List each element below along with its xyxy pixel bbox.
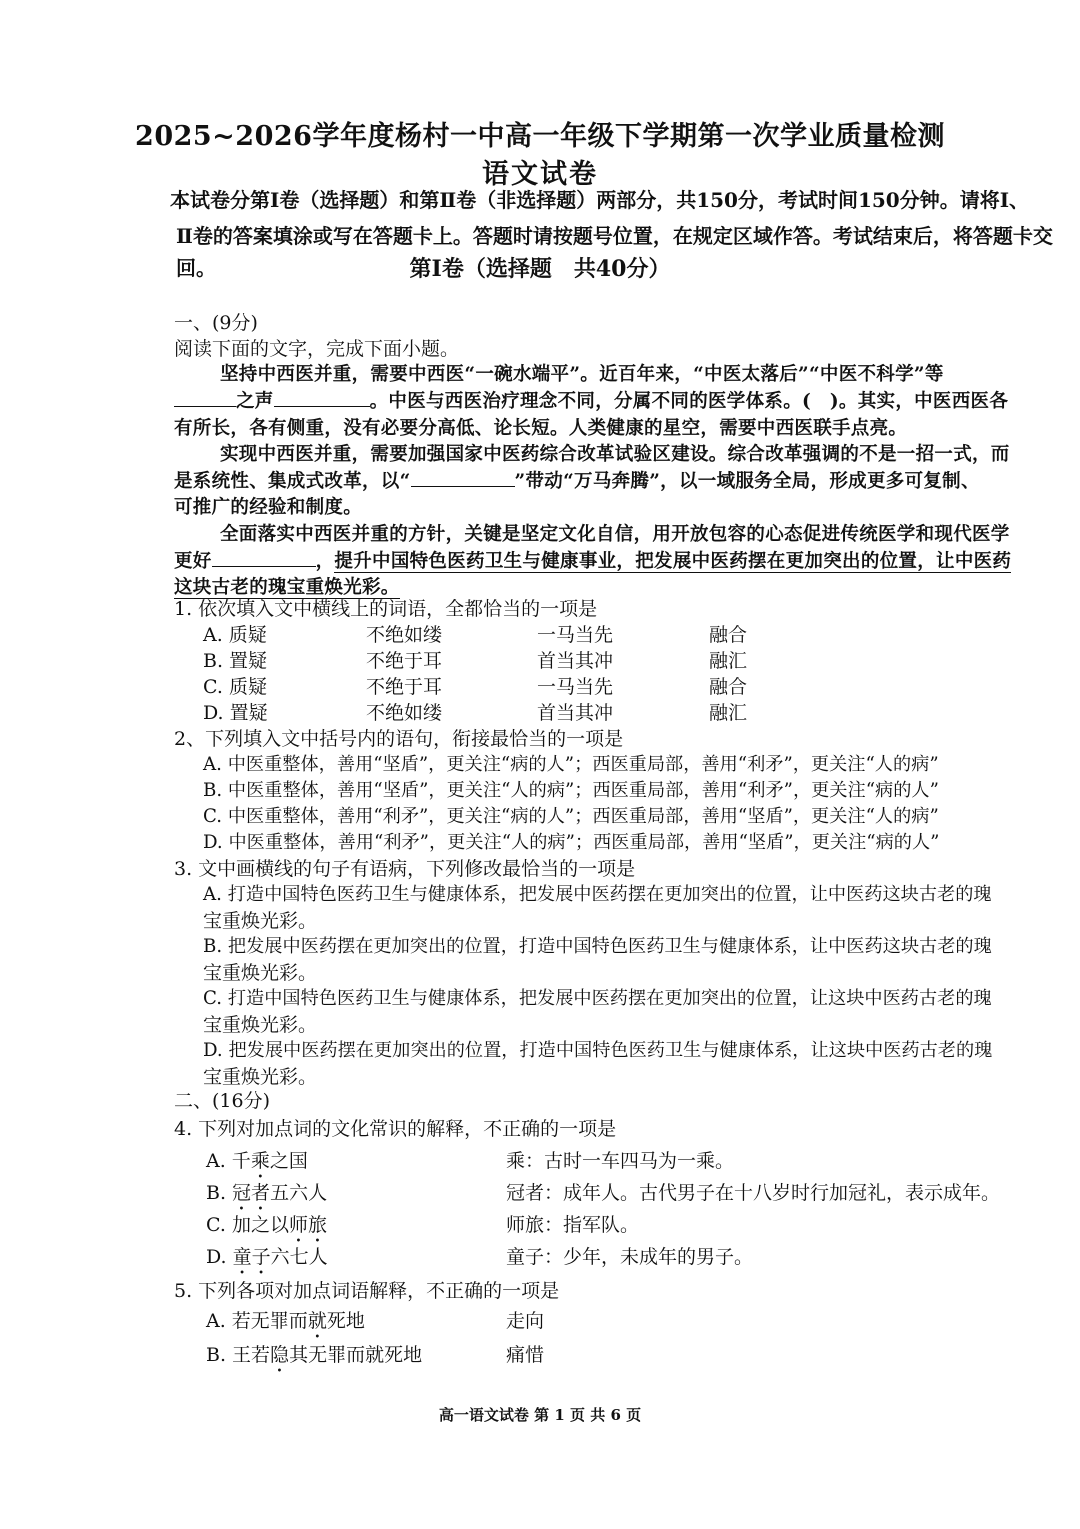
exam-subtitle: 语文试卷 xyxy=(482,159,598,190)
q4-a-dotted: 乘 xyxy=(250,1150,270,1172)
q1-b-col4: 融汇 xyxy=(709,650,748,672)
q4-c-dotted: 师旅 xyxy=(288,1214,327,1236)
intro-line-1: 本试卷分第Ⅰ卷（选择题）和第Ⅱ卷（非选择题）两部分，共150分，考试时间150分钟。请将Ⅰ、 xyxy=(170,188,1030,212)
q4-d-post: 六七人 xyxy=(270,1246,328,1268)
q1-a-col1: A. 质疑 xyxy=(203,624,267,646)
passage-p3-line2-start: 更好 xyxy=(174,551,212,573)
page-footer: 高一语文试卷 第 1 页 共 6 页 xyxy=(438,1406,642,1424)
q1-a-col4: 融合 xyxy=(709,624,748,646)
q4-c-pre: C. 加之以 xyxy=(206,1214,289,1236)
section-title: 第Ⅰ卷（选择题 共40分） xyxy=(409,256,671,282)
q1-b-col1: B. 置疑 xyxy=(203,650,268,672)
q4-option-a xyxy=(206,1148,308,1183)
q3-option-d-line2: 宝重焕光彩。 xyxy=(203,1066,318,1088)
q1-c-col3: 一马当先 xyxy=(537,676,614,698)
q4-a-pre: A. 千 xyxy=(206,1150,251,1172)
blank-1 xyxy=(174,388,236,407)
q2-option-d: D. 中医重整体，善用“利矛”，更关注“人的病”；西医重局部，善用“坚盾”，更关注“病的人” xyxy=(203,832,940,853)
q5-option-a xyxy=(206,1308,365,1343)
q5-option-b xyxy=(206,1342,422,1377)
q4-a-post: 之国 xyxy=(269,1150,308,1172)
q1-d-col4: 融汇 xyxy=(709,702,748,724)
q4-option-d xyxy=(206,1244,328,1279)
q4-d-dotted: 童子 xyxy=(232,1246,271,1268)
q1-b-col3: 首当其冲 xyxy=(537,650,614,672)
comma: ， xyxy=(315,551,335,573)
q2-option-a: A. 中医重整体，善用“坚盾”，更关注“病的人”；西医重局部，善用“利矛”，更关注“人的病” xyxy=(203,754,939,775)
q1-c-col2: 不绝于耳 xyxy=(366,676,443,698)
q3-option-d-line1: D. 把发展中医药摆在更加突出的位置，打造中国特色医药卫生与健康体系，让这块中医药古老的瑰 xyxy=(203,1040,993,1061)
q5-a-dotted: 就 xyxy=(307,1310,327,1332)
intro-line-2: Ⅱ卷的答案填涂或写在答题卡上。答题时请按题号位置，在规定区域作答。考试结束后，将答题卡交回。 xyxy=(176,224,1053,280)
q5-b-pre: B. 王若 xyxy=(206,1344,271,1366)
q1-a-col2: 不绝如缕 xyxy=(366,624,443,646)
q5-a-explanation: 走向 xyxy=(506,1310,545,1332)
q1-d-col2: 不绝如缕 xyxy=(366,702,443,724)
passage-p1-line3: 有所长，各有侧重，没有必要分高低、论长短。人类健康的星空，需要中西医联手点亮。 xyxy=(174,417,908,439)
blank-4 xyxy=(212,548,316,567)
passage-p3-line1: 全面落实中西医并重的方针，关键是坚定文化自信，用开放包容的心态促进传统医学和现代医学 xyxy=(220,523,1010,545)
blank-3 xyxy=(411,468,515,487)
exam-title: 2025~2026学年度杨村一中高一年级下学期第一次学业质量检测 xyxy=(135,121,945,152)
passage-p3-line2 xyxy=(174,548,1036,575)
q1-b-col2: 不绝于耳 xyxy=(366,650,443,672)
q4-d-explanation: 童子：少年，未成年的男子。 xyxy=(506,1246,754,1268)
q5-stem: 5. 下列各项对加点词语解释，不正确的一项是 xyxy=(174,1280,560,1302)
underlined-sentence-part2: 这块古老的瑰宝重焕光彩。 xyxy=(174,577,400,599)
q2-option-b: B. 中医重整体，善用“坚盾”，更关注“人的病”；西医重局部，善用“利矛”，更关注“病的人” xyxy=(203,780,939,801)
q3-option-b-line2: 宝重焕光彩。 xyxy=(203,962,318,984)
q5-b-post: 其无罪而就死地 xyxy=(289,1344,423,1366)
passage-p1-line2-rest: 。中医与西医治疗理念不同，分属不同的医学体系。( )。其实，中医西医各 xyxy=(369,391,1009,413)
q3-option-a-line2: 宝重焕光彩。 xyxy=(203,910,318,932)
q4-option-b xyxy=(206,1180,327,1215)
q1-d-col1: D. 置疑 xyxy=(203,702,268,724)
passage-p2-line2 xyxy=(174,468,1036,495)
passage-p2-line2-rest: ”带动“万马奔腾”，以一域服务全局，形成更多可复制、 xyxy=(514,471,980,493)
underlined-sentence-part1: 提升中国特色医药卫生与健康事业，把发展中医药摆在更加突出的位置，让中医药 xyxy=(334,551,1012,573)
part2-heading: 二、(16分) xyxy=(174,1090,271,1112)
q1-stem: 1. 依次填入文中横线上的词语，全都恰当的一项是 xyxy=(174,598,598,620)
passage-p2-line1: 实现中西医并重，需要加强国家中医药综合改革试验区建设。综合改革强调的不是一招一式，而 xyxy=(220,443,1010,465)
q4-c-explanation: 师旅：指军队。 xyxy=(506,1214,640,1236)
q3-option-a-line1: A. 打造中国特色医药卫生与健康体系，把发展中医药摆在更加突出的位置，让中医药这块古老的瑰 xyxy=(203,884,992,905)
q4-stem: 4. 下列对加点词的文化常识的解释，不正确的一项是 xyxy=(174,1118,617,1140)
q4-b-dotted: 冠者 xyxy=(232,1182,271,1204)
q3-option-c-line1: C. 打造中国特色医药卫生与健康体系，把发展中医药摆在更加突出的位置，让这块中医药古老的瑰 xyxy=(203,988,992,1009)
blank-1-suffix: 之声 xyxy=(236,391,274,413)
q1-a-col3: 一马当先 xyxy=(537,624,614,646)
passage-p2-line2-start: 是系统性、集成式改革，以“ xyxy=(174,471,411,493)
q4-b-post: 五六人 xyxy=(270,1182,328,1204)
q3-option-b-line1: B. 把发展中医药摆在更加突出的位置，打造中国特色医药卫生与健康体系，让中医药这块古老的瑰 xyxy=(203,936,992,957)
passage-p1-line2 xyxy=(174,388,1036,415)
q1-c-col4: 融合 xyxy=(709,676,748,698)
q5-a-post: 死地 xyxy=(326,1310,365,1332)
q1-d-col3: 首当其冲 xyxy=(537,702,614,724)
passage xyxy=(174,362,1036,602)
q4-b-pre: B. xyxy=(206,1182,233,1204)
q5-a-pre: A. 若无罪而 xyxy=(206,1310,308,1332)
passage-p1-line1: 坚持中西医并重，需要中西医“一碗水端平”。近百年来，“中医太落后”“中医不科学”等 xyxy=(220,364,944,385)
q5-b-explanation: 痛惜 xyxy=(506,1344,545,1366)
q5-b-dotted: 隐 xyxy=(270,1344,290,1366)
part1-instruction: 阅读下面的文字，完成下面小题。 xyxy=(174,338,460,360)
q3-option-c-line2: 宝重焕光彩。 xyxy=(203,1014,318,1036)
q2-option-c: C. 中医重整体，善用“利矛”，更关注“病的人”；西医重局部，善用“坚盾”，更关注“人的病” xyxy=(203,806,939,827)
q4-option-c xyxy=(206,1212,327,1247)
q4-b-explanation: 冠者：成年人。古代男子在十八岁时行加冠礼，表示成年。 xyxy=(506,1182,1001,1204)
q4-a-explanation: 乘：古时一车四马为一乘。 xyxy=(506,1150,735,1172)
passage-p2-line3: 可推广的经验和制度。 xyxy=(174,497,363,519)
part1-heading: 一、(9分) xyxy=(174,312,258,334)
q2-stem: 2、下列填入文中括号内的语句，衔接最恰当的一项是 xyxy=(174,728,624,750)
q4-d-pre: D. xyxy=(206,1246,233,1268)
blank-2 xyxy=(274,388,370,407)
q1-c-col1: C. 质疑 xyxy=(203,676,267,698)
q3-stem: 3. 文中画横线的句子有语病，下列修改最恰当的一项是 xyxy=(174,858,636,880)
